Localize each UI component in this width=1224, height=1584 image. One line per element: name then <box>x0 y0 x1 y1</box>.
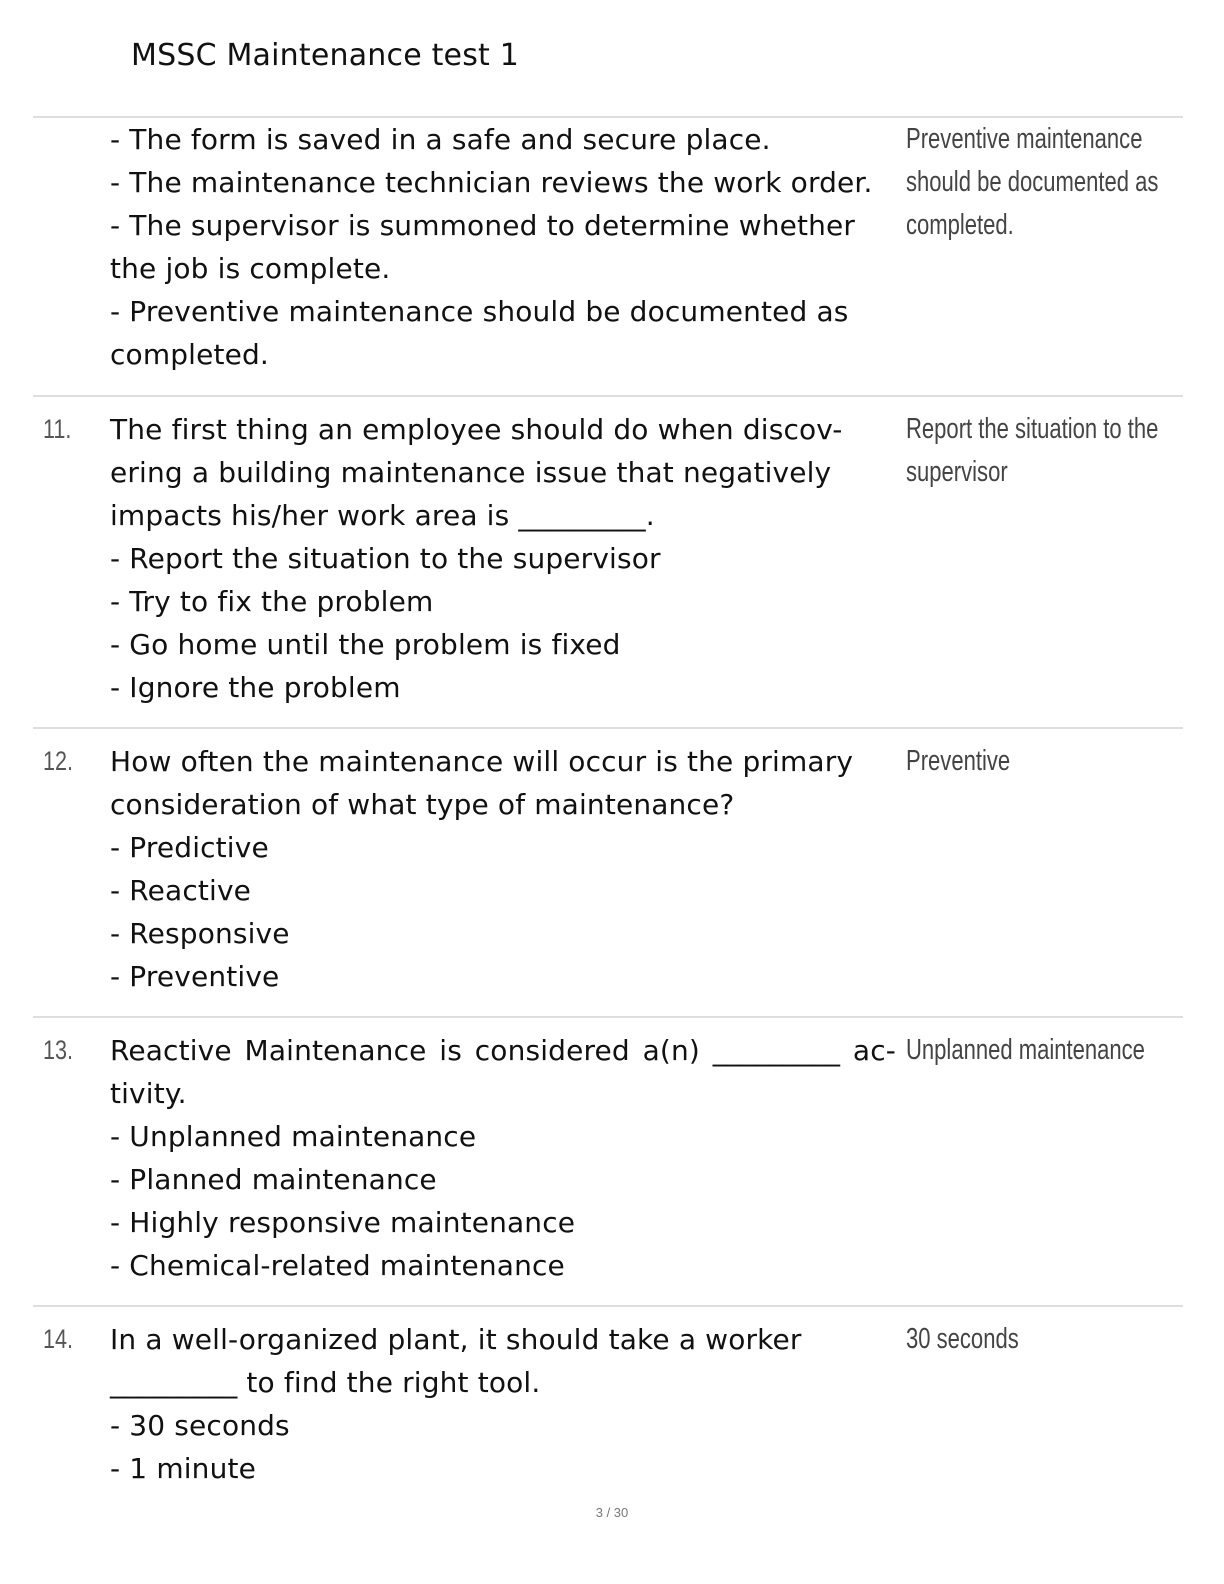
document-title: MSSC Maintenance test 1 <box>131 38 520 73</box>
question-body <box>110 1318 896 1490</box>
question-number: 12. <box>43 746 74 776</box>
answer-text <box>906 1318 1157 1361</box>
question-line: consideration of what type of maintenance? <box>110 788 735 821</box>
question-line: - 1 minute <box>110 1452 256 1485</box>
answer-line: should be documented as <box>906 166 1159 198</box>
divider <box>33 395 1183 397</box>
question-line: - Go home until the problem is fixed <box>110 628 621 661</box>
question-number: 11. <box>43 414 72 444</box>
question-line: - Chemical-related maintenance <box>110 1249 565 1282</box>
question-line: impacts his/her work area is _________. <box>110 499 655 532</box>
question-body <box>110 1029 896 1287</box>
question-number: 14. <box>43 1324 74 1354</box>
question-body <box>110 408 896 709</box>
question-line: - The form is saved in a safe and secure place. <box>110 123 771 156</box>
question-line: the job is complete. <box>110 252 391 285</box>
question-line: - Preventive maintenance should be documented as <box>110 295 849 328</box>
answer-text <box>906 408 1157 494</box>
question-line: - Report the situation to the supervisor <box>110 542 661 575</box>
question-body <box>110 740 896 998</box>
question-line: _________ to find the right tool. <box>110 1366 541 1399</box>
answer-text <box>906 1029 1157 1072</box>
answer-text <box>906 118 1157 247</box>
divider <box>33 727 1183 729</box>
divider <box>33 1305 1183 1307</box>
answer-line: Preventive maintenance <box>906 123 1143 155</box>
question-line: - 30 seconds <box>110 1409 290 1442</box>
question-line: How often the maintenance will occur is the primary <box>110 745 854 778</box>
answer-line: 30 seconds <box>906 1323 1019 1355</box>
question-line: - Predictive <box>110 831 269 864</box>
question-line: - Preventive <box>110 960 280 993</box>
question-line: - Ignore the problem <box>110 671 401 704</box>
answer-line: completed. <box>906 209 1014 241</box>
answer-line: supervisor <box>906 456 1008 488</box>
question-line: completed. <box>110 338 269 371</box>
question-line: - Unplanned maintenance <box>110 1120 477 1153</box>
answer-line: Unplanned maintenance <box>906 1034 1145 1066</box>
page-number: 3 / 30 <box>595 1505 629 1520</box>
question-line: - The maintenance technician reviews the work order. <box>110 166 873 199</box>
question-line: - The supervisor is summoned to determine whether <box>110 209 856 242</box>
question-line: - Responsive <box>110 917 290 950</box>
answer-line: Preventive <box>906 745 1011 777</box>
question-line: tivity. <box>110 1077 187 1110</box>
divider <box>33 1016 1183 1018</box>
question-line: - Reactive <box>110 874 252 907</box>
question-line: The first thing an employee should do when discov- <box>110 413 843 446</box>
question-number: 13. <box>43 1035 74 1065</box>
question-line: - Highly responsive maintenance <box>110 1206 576 1239</box>
question-line: - Planned maintenance <box>110 1163 437 1196</box>
question-line: ering a building maintenance issue that negatively <box>110 456 832 489</box>
question-line: In a well-organized plant, it should take a worker <box>110 1323 802 1356</box>
answer-line: Report the situation to the <box>906 413 1159 445</box>
answer-text <box>906 740 1157 783</box>
question-line: - Try to fix the problem <box>110 585 434 618</box>
question-line: Reactive Maintenance is considered a(n) _________ ac- <box>110 1034 896 1067</box>
question-body <box>110 118 896 376</box>
